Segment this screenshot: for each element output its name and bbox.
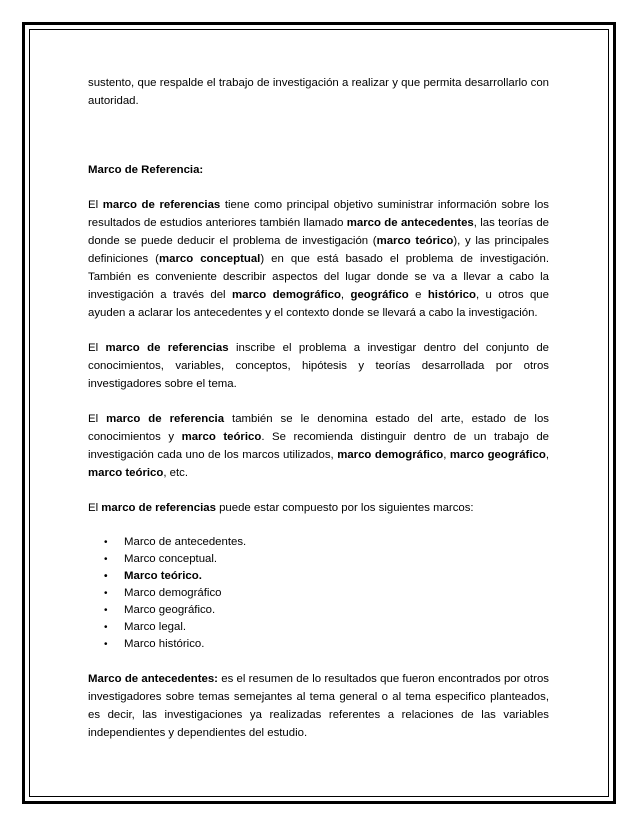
intro-paragraph [88,74,549,110]
text: , u otros que ayuden a aclarar los antecedentes y el contexto donde se llevará a cabo la investigación. [88,289,549,319]
text: inscribe el problema a investigar dentro del conjunto de conocimientos, variables, conceptos, hipótesis y teorías desarrollada por otros investigadores sobre el tema. [88,342,550,390]
list-item-label: Marco de antecedentes. [124,536,247,548]
text: , las teorías de donde se puede deducir el problema de investigación ( [88,217,550,247]
bold-term: marco demográfico [231,289,341,301]
text: El [88,342,106,354]
text: también se le denomina estado del arte, estado de los conocimientos y [88,413,549,443]
bold-term: marco geográfico [449,449,546,461]
bold-term: marco de referencias [105,342,229,354]
list-item-label: Marco teórico. [124,570,202,582]
list-item [88,534,549,551]
paragraph-compuesto-por [88,499,549,517]
bold-term: marco teórico [181,431,262,443]
list-item-label: Marco legal. [124,621,187,633]
list-item-label: Marco demográfico [124,587,222,599]
text: tiene como principal objetivo suministrar información sobre los resultados de estudios anteriores también llamado [88,199,549,229]
bullet-icon: • [104,554,108,565]
paragraph-marco-referencias-definition [88,196,549,322]
text: , [545,449,549,461]
bullet-icon: • [104,571,108,582]
text: , [340,289,351,301]
document-body [88,74,549,742]
bold-term: histórico [427,289,476,301]
text: . Se recomienda distinguir dentro de un trabajo de investigación cada uno de los marcos utilizados, [88,431,549,461]
paragraph-marco-antecedentes [88,670,549,742]
text: puede estar compuesto por los siguientes marcos: [215,502,474,514]
list-item [88,585,549,602]
text: , etc. [163,467,189,479]
bold-term: marco teórico [88,467,164,479]
bold-term: marco teórico [376,235,454,247]
text: El [88,199,103,211]
bullet-icon: • [104,639,108,650]
bullet-icon: • [104,537,108,548]
list-item-label: Marco histórico. [124,638,205,650]
text: e [408,289,428,301]
paragraph-marco-inscribe [88,339,549,393]
text: , [443,449,450,461]
section-heading: Marco de Referencia: [88,164,204,176]
list-item [88,636,549,653]
list-item-label: Marco geográfico. [124,604,216,616]
list-item [88,568,549,585]
list-item [88,602,549,619]
list-item [88,619,549,636]
list-item [88,551,549,568]
text: ), y las principales definiciones ( [88,235,549,265]
bold-term: marco de antecedentes [346,217,474,229]
bold-term: Marco de antecedentes: [88,673,218,685]
text: El [88,502,102,514]
bold-term: marco demográfico [337,449,444,461]
frames-list [88,534,549,653]
bold-term: marco conceptual [158,253,261,265]
text: es el resumen de lo resultados que fueron encontrados por otros investigadores sobre temas semejantes al tema general o al tema especifico planteados, es decir, las investigaciones ya realizadas referentes a relaciones de las variables independientes y dependientes del estudio. [88,673,549,739]
bold-term: marco de referencias [102,199,221,211]
text: ) en que está basado el problema de investigación. También es conveniente describir aspectos del lugar donde se va a llevar a cabo la investigación a través del [88,253,549,301]
bullet-icon: • [104,622,108,633]
bold-term: marco de referencias [101,502,216,514]
text: El [88,413,107,425]
bullet-icon: • [104,605,108,616]
bullet-icon: • [104,588,108,599]
intro-text: sustento, que respalde el trabajo de investigación a realizar y que permita desarrollarlo con autoridad. [88,77,549,107]
bold-term: marco de referencia [106,413,225,425]
paragraph-estado-del-arte [88,410,549,482]
bold-term: geográfico [350,289,409,301]
list-item-label: Marco conceptual. [124,553,218,565]
